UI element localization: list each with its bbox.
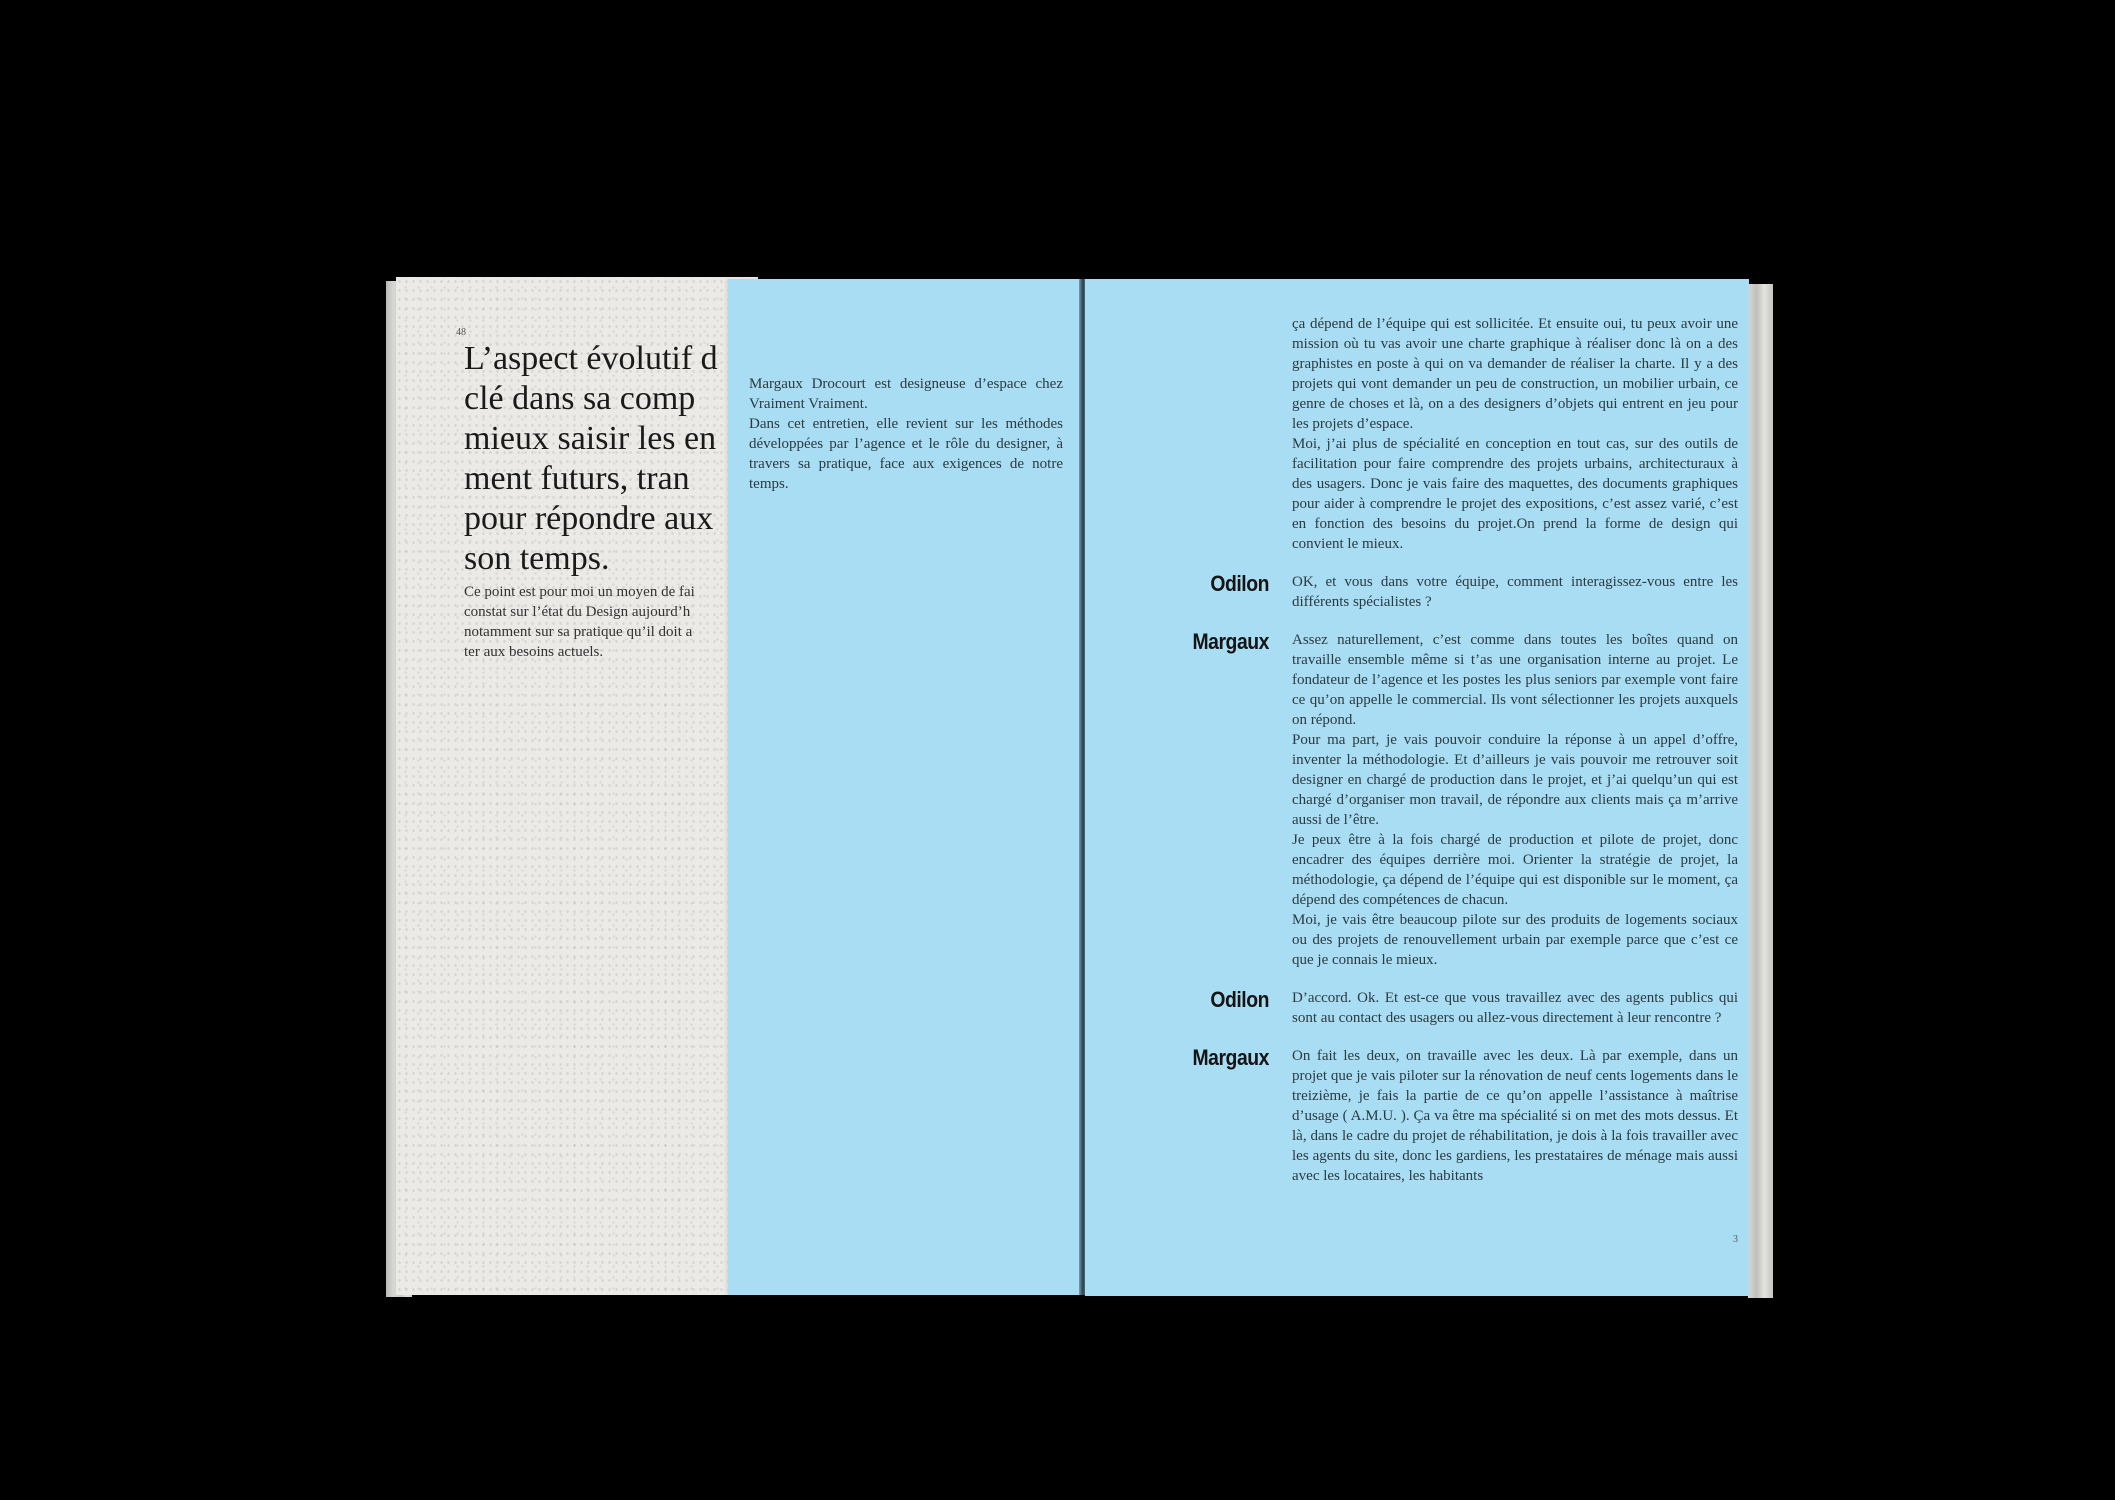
- headline: [464, 339, 758, 579]
- interview-text: [1085, 314, 1749, 1204]
- answer-paragraph: Pour ma part, je vais pouvoir conduire la réponse à un appel d’offre, inventer la méthodologie. Et d’ailleurs je vais pouvoir me retrouver soit designer en chargé de production dans le projet, et j’ai quelqu’un qui est chargé d’organiser mon travail, de répondre aux clients mais ça m’arrive aussi de l’être.: [1292, 732, 1738, 828]
- speaker-name: Odilon: [1210, 987, 1269, 1012]
- intro-paragraph: [464, 582, 758, 662]
- interview-block-margaux: [1085, 1046, 1749, 1186]
- answer-paragraph: Assez naturellement, c’est comme dans toutes les boîtes quand on travaille ensemble même si t’as une organisation interne au projet. Le fondateur de l’agence et les postes les plus seniors par exemple vont faire ce qu’on appelle le commercial. Ils vont sélectionner les projets auxquels on répond.: [1292, 632, 1738, 728]
- intro-line: ter aux besoins actuels.: [464, 644, 604, 660]
- answer-paragraph: Moi, je vais être beaucoup pilote sur des produits de logements sociaux ou des projets de renouvellement urbain par exemple parce que c’est ce que je connais le mieux.: [1292, 912, 1738, 968]
- question-text: [1292, 572, 1738, 612]
- right-page: [1085, 279, 1749, 1296]
- answer-text: [1292, 1046, 1738, 1186]
- interview-block-odilon: [1085, 572, 1749, 612]
- page-stack-right-edge: [1748, 284, 1773, 1298]
- intro-line: constat sur l’état du Design aujourd’h: [464, 604, 691, 620]
- intro-line: Ce point est pour moi un moyen de fai: [464, 584, 695, 600]
- interview-block-margaux: [1085, 630, 1749, 970]
- answer-paragraph: Je peux être à la fois chargé de production et pilote de projet, donc encadrer des équipes derrière moi. Orienter la stratégie de projet, la méthodologie, ça dépend de l’équipe qui est disponible sur le moment, ça dépend des compétences de chacun.: [1292, 832, 1738, 908]
- headline-line: L’aspect évolutif d: [464, 340, 718, 377]
- headline-line: pour répondre aux: [464, 500, 714, 537]
- interview-block-continuation: [1085, 314, 1749, 554]
- interview-block-odilon: [1085, 988, 1749, 1028]
- answer-paragraph: On fait les deux, on travaille avec les deux. Là par exemple, dans un projet que je vais piloter sur la rénovation de neuf cents logements dans le treizième, je fais la partie de ce qu’on appelle l’assistance à maîtrise d’usage ( A.M.U. ). Ça va être ma spécialité si on met des mots dessus. Et là, dans le cadre du projet de réhabilitation, je dois à la fois travailler avec les agents du site, donc les gardiens, les prestataires de ménage mais aussi avec les locataires, les habitants: [1292, 1048, 1738, 1184]
- speaker-name: Odilon: [1210, 571, 1269, 596]
- headline-line: son temps.: [464, 540, 610, 577]
- answer-text: [1292, 630, 1738, 970]
- answer-paragraph: Moi, j’ai plus de spécialité en conception en tout cas, sur des outils de facilitation pour faire comprendre des projets urbains, architecturaux à des usagers. Donc je vais faire des maquettes, des documents graphiques pour aider à comprendre le projet des expositions, c’est assez varié, c’est en fonction des besoins du projet.On prend la forme de design qui convient le mieux.: [1292, 436, 1738, 552]
- question-text: [1292, 988, 1738, 1028]
- speaker-name: Margaux: [1192, 1045, 1269, 1070]
- insert-paragraph: Dans cet entretien, elle revient sur les méthodes développées par l’agence et le rôle du designer, à travers sa pratique, face aux exigences de notre temps.: [749, 416, 1063, 492]
- headline-line: mieux saisir les en: [464, 420, 717, 457]
- answer-paragraph: ça dépend de l’équipe qui est sollicitée. Et ensuite oui, tu peux avoir une mission où tu vas avoir une charte graphique à réaliser donc là on a des graphistes en poste à qui on va demander de réaliser la charte. Il y a des projets qui vont demander un peu de construction, un mobilier urbain, ce genre de choses et là, on a des designers d’objets qui entrent en jeu pour les projets d’espace.: [1292, 316, 1738, 432]
- answer-text: [1292, 314, 1738, 554]
- headline-line: ment futurs, tran: [464, 460, 690, 497]
- question-paragraph: OK, et vous dans votre équipe, comment interagissez-vous entre les différents spécialistes ?: [1292, 574, 1738, 610]
- page-number-right: 3: [1733, 1234, 1738, 1245]
- question-paragraph: D’accord. Ok. Et est-ce que vous travaillez avec des agents publics qui sont au contact des usagers ou allez-vous directement à leur rencontre ?: [1292, 990, 1738, 1026]
- speaker-name: Margaux: [1192, 629, 1269, 654]
- left-page: [396, 277, 758, 1295]
- page-number-left: 48: [456, 327, 466, 338]
- insert-introduction: [749, 374, 1063, 494]
- insert-paragraph: Margaux Drocourt est designeuse d’espace chez Vraiment Vraiment.: [749, 376, 1063, 412]
- headline-line: clé dans sa comp: [464, 380, 696, 417]
- intro-line: notamment sur sa pratique qu’il doit a: [464, 624, 693, 640]
- blue-insert-page: [728, 279, 1082, 1295]
